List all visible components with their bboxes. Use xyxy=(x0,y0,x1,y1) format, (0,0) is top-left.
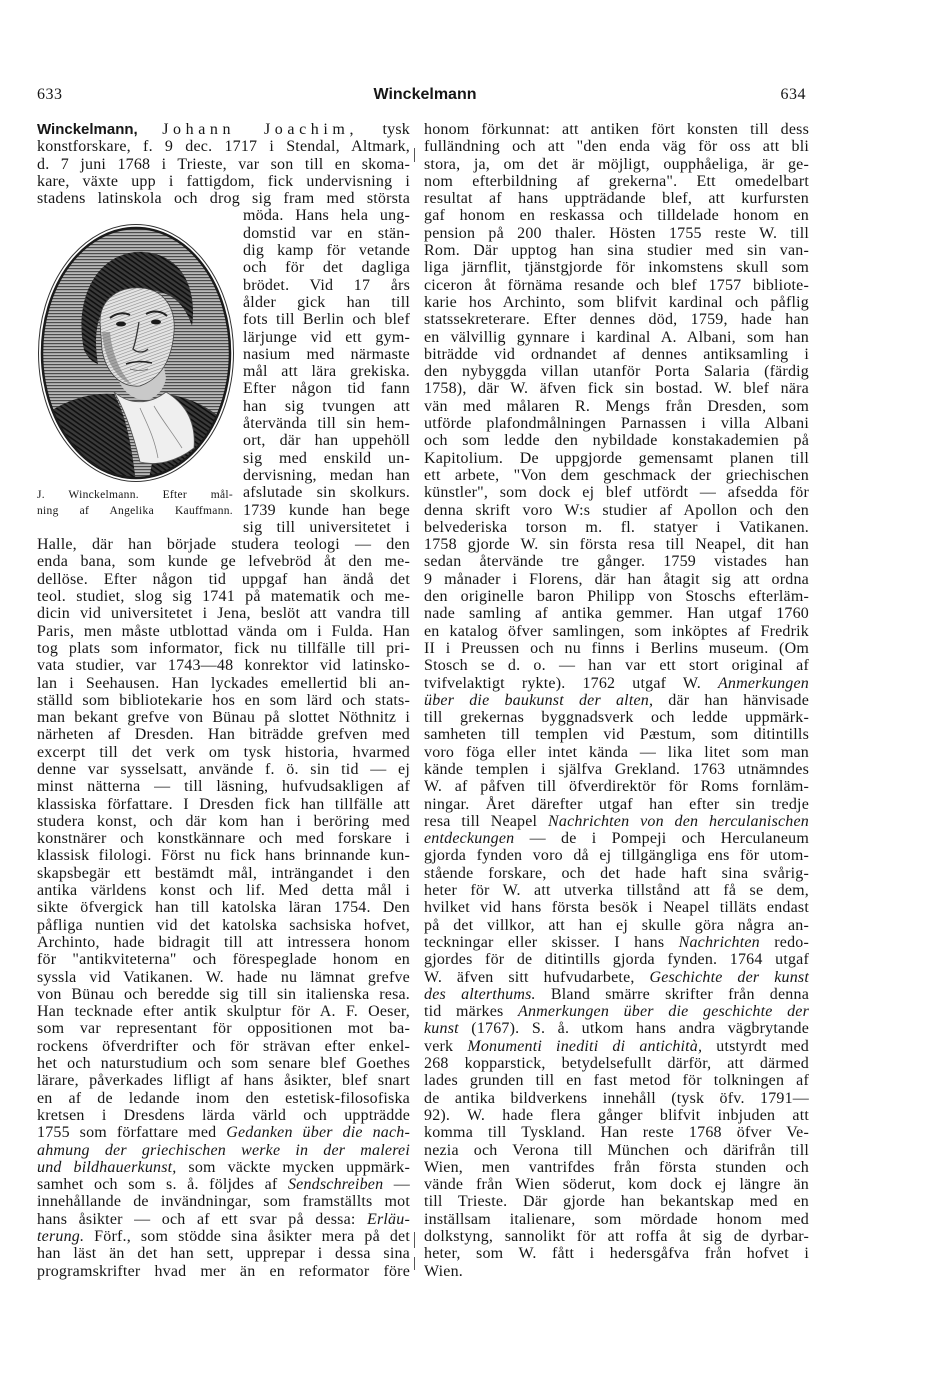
text-segment: där han hänvisade xyxy=(653,691,810,709)
text-line: nasium med närmaste xyxy=(243,345,410,363)
text-segment: Bland smärre skrifter från denna xyxy=(535,985,810,1003)
text-line: 9 månader i Florens, där han åtagit sig att ordna xyxy=(424,570,809,588)
text-line: Archinto, hade bidragit till att intressera honom xyxy=(37,933,410,951)
text-segment: tvifvelaktigt rykte). 1762 utgaf W. xyxy=(424,674,718,692)
text-line: han sig tvungen att xyxy=(243,397,410,415)
text-line xyxy=(424,986,809,1003)
text-line: närheten af Dresden. Han biträdde grefven med xyxy=(37,726,410,744)
page-number-left: 633 xyxy=(37,86,63,103)
running-head: Winckelmann xyxy=(373,86,477,103)
text-line: sedan återvände tre gånger. 1759 vistades han xyxy=(424,553,809,571)
text-line xyxy=(37,1176,410,1193)
text-segment: W. äfven sitt hufvudarbete, xyxy=(424,968,650,986)
headword: Winckelmann, xyxy=(37,121,138,138)
text-line xyxy=(424,692,809,709)
text-line: minst nätterna — till läsning, hufvudsakligen af xyxy=(37,778,410,796)
text-line: klassiska författare. I Dresden fick han tillfälle att xyxy=(37,795,410,813)
text-line: och som ledde den nybildade konstakademien på xyxy=(424,432,809,450)
text-line: till Trieste. Där gjorde han bekantskap med en xyxy=(424,1193,809,1211)
text-segment: tid märkes xyxy=(424,1003,518,1021)
text-line: möda. Hans hela ung- xyxy=(243,207,410,225)
text-line: programskrifter hvad mer än en reformator före xyxy=(37,1262,410,1280)
text-line: 92). W. hade flera gånger blifvit inbjuden att xyxy=(424,1106,809,1124)
text-line xyxy=(424,934,809,951)
text-line: utförde plafondmålningen Parnassen i villa Albani xyxy=(424,415,809,433)
text-line: heter för W. att utverka tillstånd att få se dem, xyxy=(424,882,809,900)
text-line: karie hos Archinto, som blifvit kardinal och påflig xyxy=(424,293,809,311)
text-line: Wien. xyxy=(424,1262,464,1280)
text-line: rockens öfverdrifter och för strävan efter enkel- xyxy=(37,1037,410,1055)
italic-title: Erläu- xyxy=(367,1210,410,1228)
text-line: komma till Tyskland. Han reste 1768 öfver Ve- xyxy=(424,1124,809,1142)
italic-title: Nachrichten xyxy=(678,933,760,951)
text-segment: (1767). S. å. utkom hans andra vägbrytande xyxy=(458,1020,809,1038)
text-line: vän med målaren R. Mengs från Dresden, som xyxy=(424,397,809,415)
text-line: sig till universitetet i xyxy=(243,518,410,536)
text-line: dellöse. Efter någon tid uppgaf han ändå det xyxy=(37,570,410,588)
portrait-caption xyxy=(37,487,233,519)
text-segment: redo- xyxy=(759,933,809,951)
text-line: lades grunden till en fast metod för tolkningen af xyxy=(424,1072,809,1090)
text-line: Efter någon tid fann xyxy=(243,380,410,398)
italic-title: entdeckungen xyxy=(424,830,515,848)
text-line: lärare, påverkades lifligt af hans åsikter, blef snart xyxy=(37,1072,410,1090)
text-line: kare, växte upp i fattigdom, fick undervisning i xyxy=(37,172,410,190)
text-line: heter, som W. fått i hedersgåfva från hofvet i xyxy=(424,1245,809,1263)
text-line: von Bünau och beredde sig till sin italienska resa. xyxy=(37,985,410,1003)
text-line: de antika bildverkens innehåll (tysk öfv. 1791— xyxy=(424,1089,809,1107)
text-line: för "antikviteterna" och förespeglade honom en xyxy=(37,951,410,969)
text-line: nom efterbildning af grekerna". Ett omedelbart xyxy=(424,172,809,190)
text-segment xyxy=(138,121,162,138)
text-line: sig med enskild un- xyxy=(243,449,410,467)
text-line: Stosch se d. o. — han var ett stort original af xyxy=(424,657,809,675)
text-line: ort, där han uppehöll xyxy=(243,432,410,450)
text-line: 1758 gjorde W. sin första resa till Neapel, dit han xyxy=(424,536,809,554)
text-line: mål att lära grekiska. xyxy=(243,363,410,381)
text-line: gjorda fynden voro då ej tillgängliga ens för utom- xyxy=(424,847,809,865)
text-segment: som väckte mycken uppmärk- xyxy=(176,1158,410,1176)
text-line: dolkstyng, sannolikt för att roffa åt sig de dyrbar- xyxy=(424,1228,809,1245)
text-line: Han tecknade efter antik skulptur för A. F. Oeser, xyxy=(37,1003,410,1021)
text-line: fots till Berlin och blef xyxy=(243,311,410,329)
text-line: 1758), där W. äfven fick sin bostad. W. blef nära xyxy=(424,380,809,398)
text-line: Halle, där han började studera teologi — den xyxy=(37,536,410,554)
text-line: syssla vid Vatikanen. W. hade nu lämnat grefve xyxy=(37,968,410,986)
text-line: d. 7 juni 1768 i Trieste, var son till en skoma- xyxy=(37,155,410,173)
text-line xyxy=(424,830,809,847)
text-line: den originelle baron Philipp von Stoschs efterläm- xyxy=(424,588,809,606)
text-line: denna skrift voro W:s studier af Apollon och den xyxy=(424,501,809,519)
text-line: vata studier, var 1743—48 konrektor vid latinsko- xyxy=(37,657,410,675)
text-line: Paris, men måste utblottad vända om i Fulda. Han xyxy=(37,622,410,640)
text-line xyxy=(37,1228,410,1245)
text-line: en välvillig gynnare i kardinal A. Albani, som han xyxy=(424,328,809,346)
text-line: dervisning, medan han xyxy=(243,466,410,484)
right-column xyxy=(424,121,809,1280)
text-line: återvända till sin hem- xyxy=(243,415,410,433)
text-line: kände templen i själfva Grekland. 1763 utnämndes xyxy=(424,760,809,778)
text-line: 1739 kunde han bege xyxy=(243,501,410,519)
italic-title: Monumenti inediti di antichità, xyxy=(467,1037,703,1055)
text-line: Kapitolium. De uppgjorde gemensamt planen till xyxy=(424,449,809,467)
text-line: stående forskare, och det hade haft sina svårig- xyxy=(424,864,809,882)
text-line xyxy=(424,1038,809,1055)
text-line: klassisk filologi. Först nu fick hans brinnande kun- xyxy=(37,847,410,865)
text-line: pension på 200 thaler. Hösten 1755 reste W. till xyxy=(424,224,809,242)
text-line: den nybyggda villan utanför Porta Salaria (färdig xyxy=(424,363,809,381)
text-line xyxy=(424,675,809,692)
italic-title: Geschichte der kunst xyxy=(649,968,809,986)
italic-title: des alterthums. xyxy=(424,985,536,1003)
text-line xyxy=(37,121,410,138)
text-segment: tysk xyxy=(358,121,411,138)
text-line: ciceron åt förnäma resande och blef 1757 bibliote- xyxy=(424,276,809,294)
text-segment: 1755 som författare med xyxy=(37,1124,227,1142)
text-segment: teckningar eller skisser. I hans xyxy=(424,933,679,951)
caption-line: ning af Angelika Kauffmann. xyxy=(37,505,233,517)
text-line: II i Preussen och nu finns i Berlins museum. (Om xyxy=(424,639,809,657)
text-line: sikte öfvergick han till katolska läran 1754. Den xyxy=(37,899,410,917)
text-line: gaf honom en reskassa och tilldelade honom en xyxy=(424,207,809,225)
text-line: till grekernas byggnadsverk och ledde uppmärk- xyxy=(424,709,809,727)
text-segment: verk xyxy=(424,1037,468,1055)
caption-line: J. Winckelmann. Efter mål- xyxy=(37,489,233,501)
text-segment: — de i Pompeji och Herculaneum xyxy=(514,830,809,848)
text-line xyxy=(424,969,809,986)
text-line: kretsen i Dresdens lärda värld och uppträdde xyxy=(37,1106,410,1124)
text-segment: — xyxy=(383,1176,410,1194)
text-line: Rom. Där upptog han sina studier med sin van- xyxy=(424,242,809,260)
text-line: samheten till templen vid Pæstum, som ditintills xyxy=(424,726,809,744)
text-line: biträdde vid ordnandet af dennes antiksamling i xyxy=(424,345,809,363)
text-segment: samhet och som s. å. följdes af xyxy=(37,1176,288,1194)
text-line: afslutade sin skolkurs. xyxy=(243,484,410,502)
italic-title: Sendschreiben xyxy=(287,1176,384,1194)
text-line xyxy=(37,1142,410,1159)
text-line: fulländning och att "den enda väg för oss att bli xyxy=(424,138,809,156)
text-line: lan i Seehausen. Han lyckades emellertid bli an- xyxy=(37,674,410,692)
italic-title: Gedanken über die nach- xyxy=(226,1124,410,1142)
text-line xyxy=(424,1020,809,1037)
text-line: stora, ja, om det är möjligt, oupphåeliga, är ge- xyxy=(424,155,809,173)
text-line: tog plats som informator, fick nu tillfälle till pri- xyxy=(37,639,410,657)
text-line xyxy=(424,813,809,830)
text-line xyxy=(37,1159,410,1176)
italic-title: Anmerkungen über die geschichte der xyxy=(518,1003,809,1021)
text-segment: hans åsikter — och af ett svar på dessa: xyxy=(37,1210,368,1228)
column-rule-mark xyxy=(414,1232,415,1248)
text-line: ställd som bibliotekarie hos en som lärd och stats- xyxy=(37,691,410,709)
portrait-engraving xyxy=(36,222,236,484)
text-line: ålder gick han till xyxy=(243,293,410,311)
italic-title: und bildhauerkunst, xyxy=(37,1158,177,1176)
text-line: statssekreterare. Efter dennes död, 1759, hade han xyxy=(424,311,809,329)
text-line: künstler", som dock ej blef utfördt — afsedda för xyxy=(424,484,809,502)
text-line: en af de ledande inom den estetisk-filosofiska xyxy=(37,1089,410,1107)
text-line: nezia och Verona till München och därifrån till xyxy=(424,1141,809,1159)
text-line: som var representant för oppositionen mot ba- xyxy=(37,1020,410,1038)
text-line: belvederiska torson m. fl. statyer i Vatikanen. xyxy=(424,518,809,536)
spaced-name: Johann Joachim, xyxy=(162,121,359,138)
italic-title: Anmerkungen xyxy=(717,674,809,692)
text-line: vände från Wien söderut, kom dock ej längre än xyxy=(424,1176,809,1194)
text-line xyxy=(424,1003,809,1020)
text-segment: utstyrdt med xyxy=(702,1037,809,1055)
text-line: domstid var en stän- xyxy=(243,224,410,242)
text-line: ett arbete, "Von dem geschmack der griechischen xyxy=(424,466,809,484)
text-line: voro föga eller intet kända — lika litet som man xyxy=(424,743,809,761)
page-number-right: 634 xyxy=(780,86,806,103)
text-line: skapsbegär ett bestämdt mål, inträngandet i den xyxy=(37,864,410,882)
italic-title: terung. xyxy=(37,1228,85,1245)
italic-title: Nachrichten von den herculanischen xyxy=(548,812,809,830)
text-line: lärjunge vid ett gym- xyxy=(243,328,410,346)
text-line: nade samling af antika gemmer. Han utgaf 1760 xyxy=(424,605,809,623)
text-line: man bekant grefve von Bünau på slottet Nöthnitz i xyxy=(37,709,410,727)
text-line: antika världens konst och lif. Med detta mål i xyxy=(37,882,410,900)
text-line: liga järnflit, tjänstgjorde för inkomstens skull som xyxy=(424,259,809,277)
text-line: hvilket vid hans första besök i Neapel tilläts endast xyxy=(424,899,809,917)
text-line: resultat af hans uppträdande blef, att kurfursten xyxy=(424,190,809,208)
text-line: stadens latinskola och drog sig fram med största xyxy=(37,190,410,208)
text-line: en katalog öfver samlingen, som inköptes af Fredrik xyxy=(424,622,809,640)
text-line: excerpt till det verk om tysk historia, hvarmed xyxy=(37,743,410,761)
text-line: inställsam italienare, som mördade honom med xyxy=(424,1210,809,1228)
text-line: brödet. Vid 17 års xyxy=(243,276,410,294)
text-line xyxy=(37,1124,410,1141)
text-line: innehållande de invändningar, som framställts mot xyxy=(37,1193,410,1211)
text-line: W. af påfven till öfverdirektör för Roms fornläm- xyxy=(424,778,809,796)
text-line: Wien, men vantrifdes från första stunden och xyxy=(424,1158,809,1176)
text-line: och för det dagliga xyxy=(243,259,410,277)
text-line: enda bana, som kunde ge lefvebröd åt den me- xyxy=(37,553,410,571)
text-line: påfliga nuntien vid det katolska sachsiska hofvet, xyxy=(37,916,410,934)
text-line: han läst än det han sett, upprepar i dessa sina xyxy=(37,1245,410,1263)
text-line xyxy=(37,1211,410,1228)
italic-title: kunst xyxy=(424,1020,459,1038)
text-line: teol. studiet, slog sig 1741 på matematik och me- xyxy=(37,588,410,606)
text-line: dicin vid universitetet i Jena, beslöt att vandra till xyxy=(37,605,410,623)
text-segment: resa till Neapel xyxy=(424,812,548,830)
italic-title: über die baukunst der alten, xyxy=(424,691,654,709)
text-line: ningar. Året därefter utgaf han efter sin tredje xyxy=(424,795,809,813)
italic-title: ahmung der griechischen werke in der malerei xyxy=(37,1141,410,1159)
text-line: dig kamp för vetande xyxy=(243,242,410,260)
text-line: konstnärer och konstkännare och med forskare i xyxy=(37,830,410,848)
column-rule-mark xyxy=(414,148,415,162)
column-rule-mark xyxy=(414,1257,415,1270)
text-line: gjordes för de ditintills gjorda fynden. 1764 utgaf xyxy=(424,951,809,969)
text-line: studera konst, och där kom han i beröring med xyxy=(37,812,410,830)
text-line: het och naturstudium och som senare blef Goethes xyxy=(37,1055,410,1073)
text-segment: Förf., som stödde sina åsikter mera på det xyxy=(84,1228,410,1245)
text-line: på det villkor, att han ej skulle göra några an- xyxy=(424,916,809,934)
text-line: honom förkunnat: att antiken fört konsten till dess xyxy=(424,121,809,138)
text-line: 268 kopparstick, betydelsefullt därför, att därmed xyxy=(424,1055,809,1073)
text-line: konstforskare, f. 9 dec. 1717 i Stendal, Altmark, xyxy=(37,138,410,156)
text-line: denne var sysselsatt, använde f. ö. sin tid — ej xyxy=(37,760,410,778)
